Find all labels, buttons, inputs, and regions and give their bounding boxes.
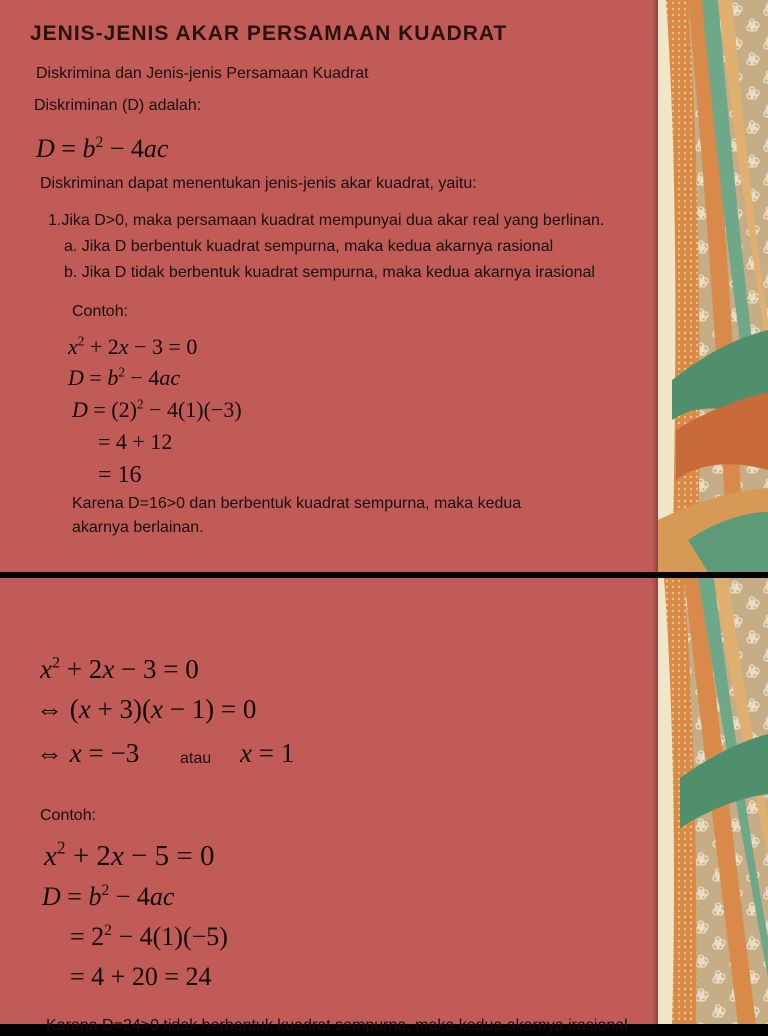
example-label: Contoh: <box>72 303 129 320</box>
decorative-pattern-icon <box>658 0 768 572</box>
rule-1b: b. Jika D tidak berbentuk kuadrat sempurna, maka kedua akarnya irasional <box>64 264 595 281</box>
factor-line-3: ⇔ x = −3 <box>36 738 140 768</box>
rule-1: 1.Jika D>0, maka persamaan kuadrat mempunyai dua akar real yang berlinan. <box>48 212 605 229</box>
subtitle: Diskrimina dan Jenis-jenis Persamaan Kuadrat <box>36 65 369 82</box>
conclusion-line-1: Karena D=16>0 dan berbentuk kuadrat sempurna, maka kedua <box>72 495 522 512</box>
rule-intro: Diskriminan dapat menentukan jenis-jenis akar kuadrat, yaitu: <box>40 175 477 192</box>
equation-line-4: = 4 + 12 <box>98 429 173 454</box>
factor-line-1: $x^2 + 2x - 3 = 0$ <box>40 653 199 684</box>
equation-line-2: $D = b^2 - 4ac$ <box>68 364 181 390</box>
rule-1a: a. Jika D berbentuk kuadrat sempurna, maka kedua akarnya rasional <box>64 238 554 255</box>
example2-line-1: $x^2 + 2x - 5 = 0$ <box>44 837 215 872</box>
example2-line-2: $D = b^2 - 4ac$ <box>42 881 175 911</box>
slide-title: JENIS-JENIS AKAR PERSAMAAN KUADRAT <box>30 22 508 45</box>
example-label-2: Contoh: <box>40 807 97 824</box>
slide-2 <box>0 578 768 1034</box>
example2-line-3: = $2^2 - 4(1)(-5)$ <box>70 921 228 951</box>
discriminant-formula: $D = b^2 - 4ac$ <box>36 133 169 163</box>
factor-line-3b: x = 1 <box>240 738 295 768</box>
equation-line-1: $x^2 + 2x - 3 = 0$ <box>68 333 198 359</box>
equation-line-3: $D = (2)^2 - 4(1)(-3)$ <box>72 396 242 422</box>
bottom-partial-text: Karena D=24>0 tidak berbentuk kuadrat sempurna, maka kedua akarnya irasional <box>46 1017 628 1034</box>
conclusion-line-2: akarnya berlainan. <box>72 519 204 536</box>
factor-line-2: ⇔ (x + 3)(x − 1) = 0 <box>36 694 257 724</box>
example2-line-4: = 4 + 20 = 24 <box>70 962 212 991</box>
decorative-pattern-icon <box>658 578 768 1024</box>
equation-line-5: = 16 <box>98 462 142 488</box>
or-label: atau <box>180 750 212 767</box>
discriminant-intro: Diskriminan (D) adalah: <box>34 97 202 114</box>
